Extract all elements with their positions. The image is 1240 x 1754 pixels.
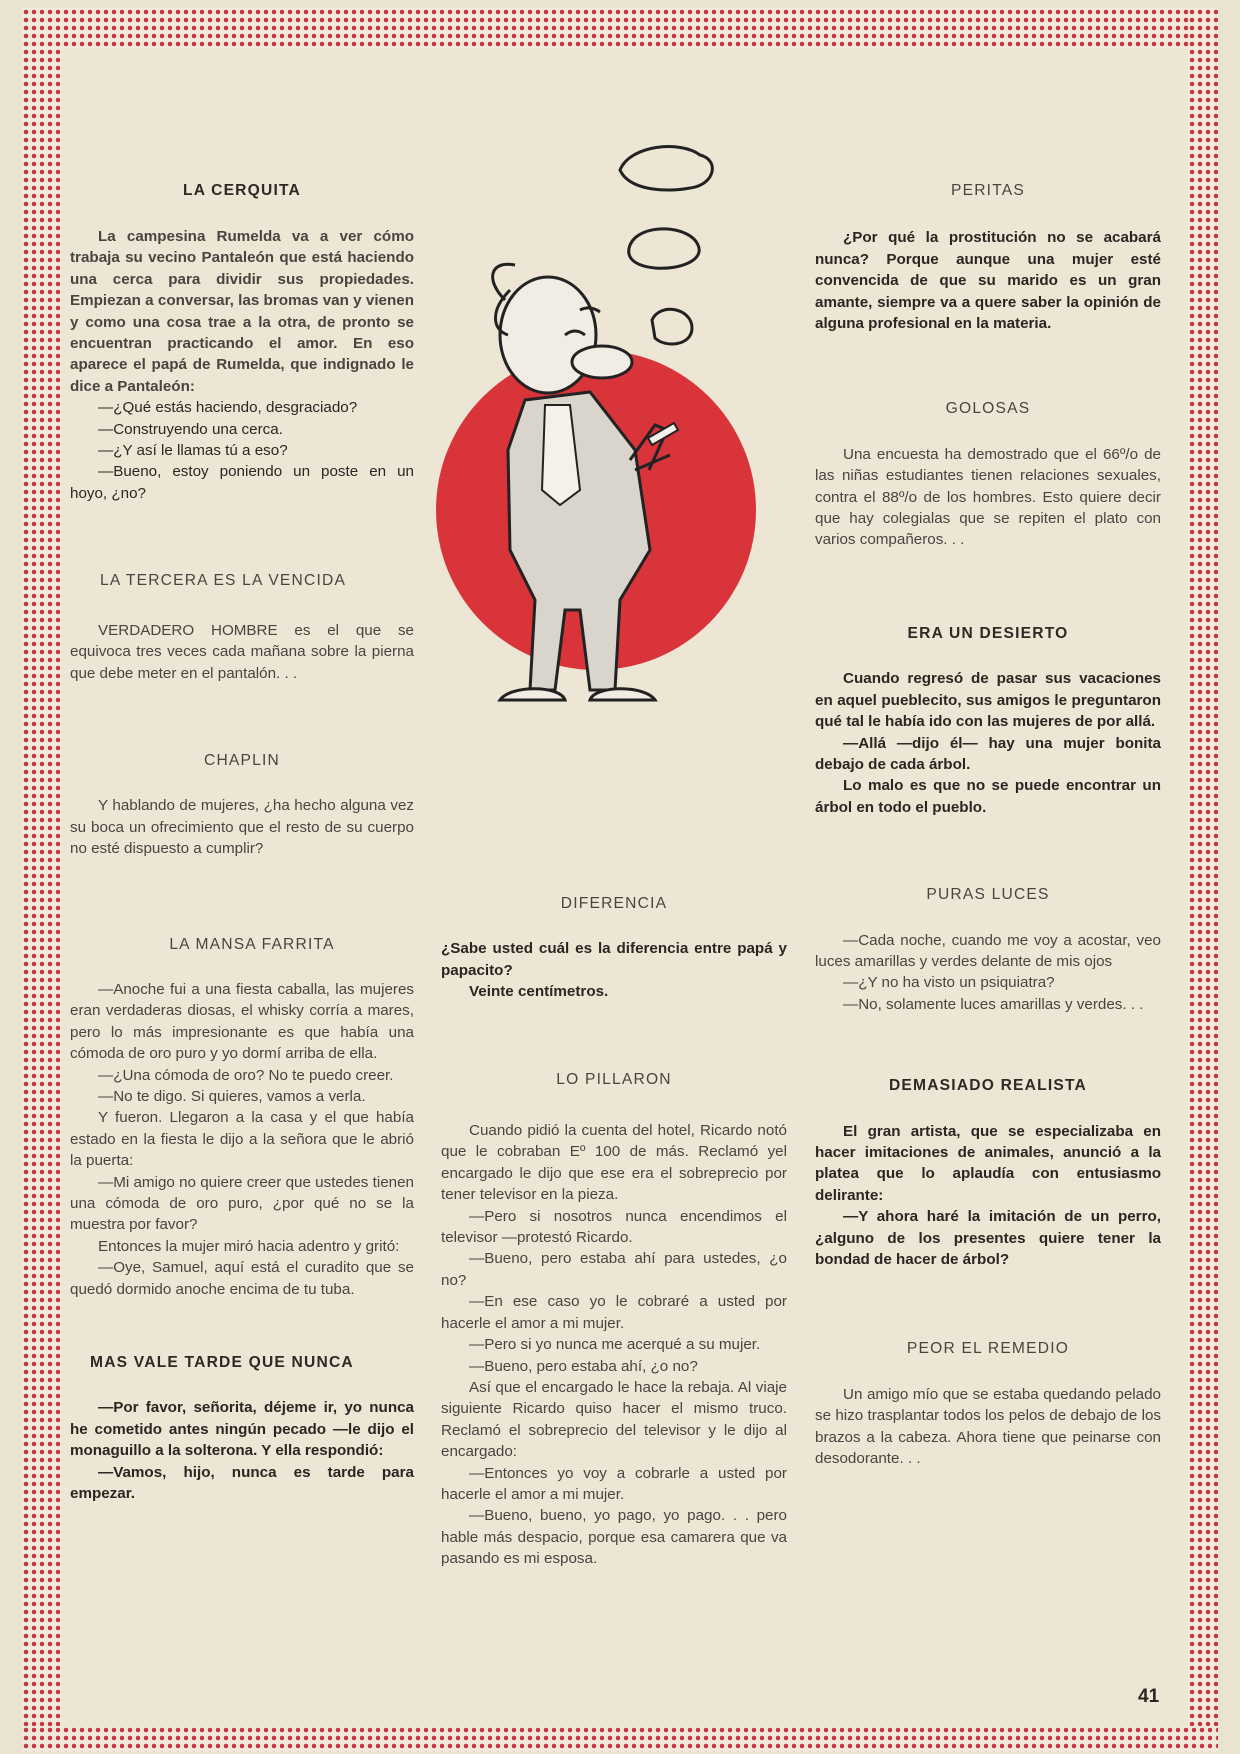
joke-paragraph: —Por favor, señorita, déjeme ir, yo nunca he cometido antes ningún pecado —le dijo el monaguillo a la solterona. Y ella respondió: [70, 1399, 414, 1460]
column-middle [441, 893, 787, 1570]
joke-title: LA TERCERA ES LA VENCIDA [100, 572, 347, 590]
joke-paragraph: —Pero si yo nunca me acerqué a su mujer. [469, 1336, 761, 1354]
joke-paragraph: Y hablando de mujeres, ¿ha hecho alguna vez su boca un ofrecimiento que el resto de su cuerpo no esté dispuesto a cumplir? [70, 797, 414, 858]
column-left [70, 180, 414, 1504]
joke-paragraph: —¿Una cómoda de oro? No te puedo creer. [98, 1066, 394, 1084]
joke-paragraph: —¿Qué estás haciendo, desgraciado? [98, 399, 358, 417]
joke-title: LA CERQUITA [182, 182, 301, 199]
joke-paragraph: —¿Y así le llamas tú a eso? [98, 442, 288, 460]
joke-title: PEOR EL REMEDIO [906, 1340, 1070, 1358]
joke-paragraph: Cuando pidió la cuenta del hotel, Ricardo notó que le cobraban Eº 100 de más. Reclamó yel encargado le dijo que ese era el sobreprecio por tener televisor en la pieza. [441, 1122, 787, 1204]
joke-paragraph: —Allá —dijo él— hay una mujer bonita debajo de cada árbol. [815, 734, 1161, 773]
cartoon-man-illustration [430, 130, 770, 770]
joke-paragraph: Cuando regresó de pasar sus vacaciones en aquel pueblecito, sus amigos le preguntaron qué tal le había ido con las mujeres de por allá. [815, 670, 1161, 731]
joke-paragraph: —No, solamente luces amarillas y verdes. . . [843, 995, 1144, 1013]
joke-paragraph: La campesina Rumelda va a ver cómo trabaja su vecino Pantaleón que está haciendo una cerca para dividir sus propiedades. Empiezan a conversar, las bromas van y vienen y como una cosa trae a la otra, de pronto se encuentran practicando el amor. En eso aparece el papá de Rumelda, que indignado le dice a Pantaleón: [70, 228, 414, 395]
joke-paragraph: Entonces la mujer miró hacia adentro y gritó: [98, 1237, 400, 1255]
joke-paragraph: —Bueno, pero estaba ahí, ¿o no? [469, 1357, 698, 1375]
joke-paragraph: —Anoche fui a una fiesta caballa, las mujeres eran verdaderas diosas, el whisky corría a mares, pero lo más impresionante es que había una cómoda de oro puro y yo dormí arriba de ella. [70, 980, 414, 1063]
joke-paragraph: —Pero si nosotros nunca encendimos el televisor —protestó Ricardo. [441, 1207, 787, 1247]
joke-title: CHAPLIN [204, 751, 280, 769]
joke-paragraph: —No te digo. Si quieres, vamos a verla. [98, 1087, 366, 1105]
joke-paragraph: Y fueron. Llegaron a la casa y el que había estado en la fiesta le dijo a la señora que le abrió la puerta: [70, 1109, 414, 1170]
cartoon-head [500, 277, 596, 393]
joke-title: PURAS LUCES [926, 886, 1050, 904]
joke-paragraph: El gran artista, que se especializaba en hacer imitaciones de animales, anunció a la platea que lo aplaudía con entusiasmo delirante: [815, 1122, 1161, 1204]
joke-paragraph: —Oye, Samuel, aquí está el curadito que se quedó dormido anoche encima de tu tuba. [70, 1259, 414, 1298]
joke-paragraph: ¿Sabe usted cuál es la diferencia entre papá y papacito? [441, 940, 787, 979]
joke-paragraph: —¿Y no ha visto un psiquiatra? [843, 974, 1055, 992]
joke-title: DIFERENCIA [560, 895, 668, 912]
checkered-border-top [22, 8, 1218, 52]
joke-paragraph: —Bueno, estoy poniendo un poste en un hoyo, ¿no? [70, 463, 414, 502]
joke-title: DEMASIADO REALISTA [888, 1077, 1088, 1095]
smoke-cloud-icon [629, 229, 699, 268]
joke-title: LO PILLARON [556, 1070, 672, 1088]
checkered-border-bottom [22, 1726, 1218, 1752]
joke-paragraph: —En ese caso yo le cobraré a usted por hacerle el amor a mi mujer. [441, 1293, 787, 1332]
joke-title: MAS VALE TARDE QUE NUNCA [90, 1354, 354, 1372]
cartoon-shoes [500, 689, 655, 700]
joke-paragraph: Lo malo es que no se puede encontrar un árbol en todo el pueblo. [815, 777, 1161, 816]
joke-paragraph: —Bueno, bueno, yo pago, yo pago. . . pero hable más despacio, porque esa camarera que va pasando es mi esposa. [441, 1507, 787, 1568]
smoke-cloud-icon [652, 309, 692, 344]
joke-paragraph: Una encuesta ha demostrado que el 66º/o de las niñas estudiantes tienen relaciones sexuales, contra el 88º/o de los hombres. Esto quiere decir que hay colegialas que se repiten el plato con varios compañeros. . . [815, 445, 1161, 549]
checkered-border-right [1188, 8, 1218, 1752]
joke-paragraph: —Mi amigo no quiere creer que ustedes tienen una cómoda de oro puro, ¿por qué no se la muestra por favor? [70, 1173, 414, 1234]
joke-title: GOLOSAS [945, 400, 1031, 418]
joke-title: ERA UN DESIERTO [907, 624, 1069, 642]
joke-paragraph: —Vamos, hijo, nunca es tarde para empezar. [70, 1463, 414, 1503]
joke-la-cerquita [70, 180, 414, 202]
page-number: 41 [1138, 1686, 1160, 1707]
joke-title: LA MANSA FARRITA [169, 935, 335, 953]
column-right [815, 180, 1161, 1469]
joke-paragraph: —Bueno, pero estaba ahí para ustedes, ¿o no? [441, 1250, 787, 1289]
smoke-cloud-icon [620, 147, 712, 190]
joke-paragraph: Veinte centímetros. [469, 983, 609, 1001]
joke-paragraph: —Y ahora haré la imitación de un perro, ¿alguno de los presentes quiere tener la bondad de hacer de árbol? [815, 1208, 1161, 1268]
joke-paragraph: —Entonces yo voy a cobrarle a usted por hacerle el amor a mi mujer. [441, 1464, 787, 1503]
joke-paragraph: Un amigo mío que se estaba quedando pelado se hizo trasplantar todos los pelos de debajo de los brazos a la cabeza. Ahora tiene que peinarse con desodorante. . . [815, 1385, 1161, 1468]
joke-paragraph: ¿Por qué la prostitución no se acabará nunca? Porque aunque una mujer esté convencida de que su marido es un gran amante, siempre va a quere saber la opinión de alguna profesional en la materia. [815, 229, 1161, 333]
joke-paragraph: Así que el encargado le hace la rebaja. Al viaje siguiente Ricardo quiso hacer el mismo truco. Reclamó el sobreprecio del televisor y le dijo al encargado: [441, 1378, 787, 1461]
joke-paragraph: —Construyendo una cerca. [98, 420, 283, 438]
joke-title: PERITAS [951, 182, 1025, 199]
cartoon-nose [572, 346, 632, 378]
joke-paragraph: VERDADERO HOMBRE es el que se equivoca tres veces cada mañana sobre la pierna que debe meter en el pantalón. . . [70, 621, 414, 682]
joke-paragraph: —Cada noche, cuando me voy a acostar, veo luces amarillas y verdes delante de mis ojos [815, 931, 1161, 970]
